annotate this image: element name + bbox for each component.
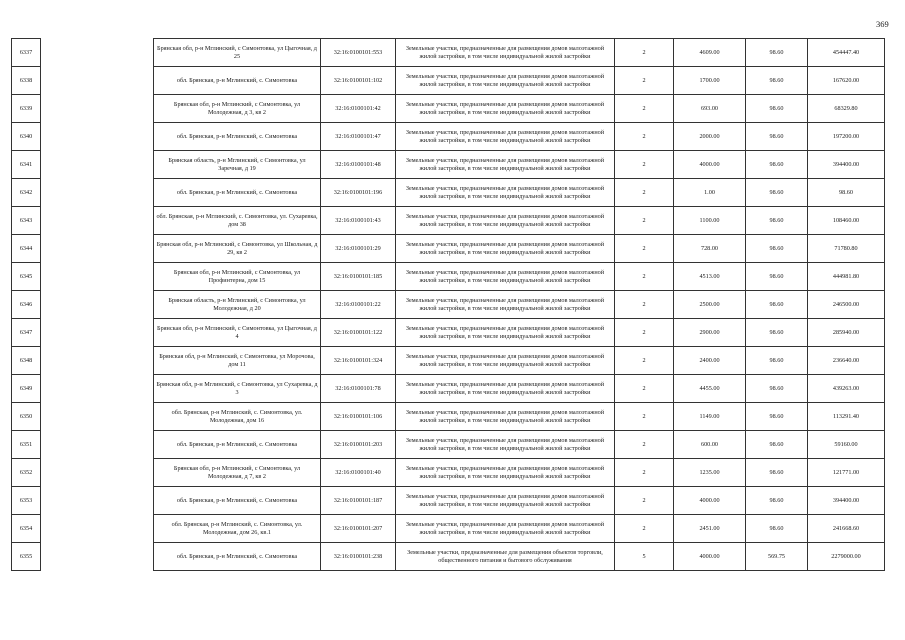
cadastral-value-cell: 197200.00 xyxy=(808,123,885,151)
row-id-cell: 6349 xyxy=(12,375,41,403)
cadastral-value-cell: 167620.00 xyxy=(808,67,885,95)
area-cell: 4513.00 xyxy=(674,263,746,291)
blank-cell xyxy=(41,95,154,123)
row-id-cell: 6347 xyxy=(12,319,41,347)
table-row xyxy=(12,487,885,515)
group-code-cell: 2 xyxy=(615,403,674,431)
table-row xyxy=(12,207,885,235)
cadastral-value-cell: 2279000.00 xyxy=(808,543,885,571)
cadastral-value-cell: 68329.80 xyxy=(808,95,885,123)
cadastral-value-cell: 71780.80 xyxy=(808,235,885,263)
table-row xyxy=(12,375,885,403)
address-cell: обл. Брянская, р-н Мглинский, с. Симонтовка, ул. Молодежная, дом 26, кв.1 xyxy=(154,515,321,543)
group-code-cell: 2 xyxy=(615,207,674,235)
blank-cell xyxy=(41,515,154,543)
blank-cell xyxy=(41,39,154,67)
rate-cell: 98.60 xyxy=(746,263,808,291)
rate-cell: 98.60 xyxy=(746,515,808,543)
cadastral-number-cell: 32:16:0100101:102 xyxy=(321,67,396,95)
blank-cell xyxy=(41,123,154,151)
address-cell: Брянская область, р-н Мглинский, с Симонтовка, ул Молодежная, д 20 xyxy=(154,291,321,319)
cadastral-number-cell: 32:16:0100101:207 xyxy=(321,515,396,543)
row-id-cell: 6352 xyxy=(12,459,41,487)
blank-cell xyxy=(41,67,154,95)
blank-cell xyxy=(41,403,154,431)
cadastral-value-cell: 236640.00 xyxy=(808,347,885,375)
land-category-cell: Земельные участки, предназначенные для размещения домов малоэтажной жилой застройки, в том числе индивидуальной жилой застройки xyxy=(396,67,615,95)
row-id-cell: 6340 xyxy=(12,123,41,151)
rate-cell: 98.60 xyxy=(746,95,808,123)
area-cell: 2400.00 xyxy=(674,347,746,375)
land-category-cell: Земельные участки, предназначенные для размещения домов малоэтажной жилой застройки, в том числе индивидуальной жилой застройки xyxy=(396,151,615,179)
page-number: 369 xyxy=(876,19,889,29)
blank-cell xyxy=(41,431,154,459)
cadastral-value-cell: 285940.00 xyxy=(808,319,885,347)
cadastral-number-cell: 32:16:0100101:47 xyxy=(321,123,396,151)
address-cell: обл. Брянская, р-н Мглинский, с. Симонтовка xyxy=(154,123,321,151)
rate-cell: 98.60 xyxy=(746,151,808,179)
rate-cell: 569.75 xyxy=(746,543,808,571)
cadastral-value-cell: 394400.00 xyxy=(808,151,885,179)
table-row xyxy=(12,263,885,291)
blank-cell xyxy=(41,151,154,179)
rate-cell: 98.60 xyxy=(746,375,808,403)
land-category-cell: Земельные участки, предназначенные для размещения домов малоэтажной жилой застройки, в том числе индивидуальной жилой застройки xyxy=(396,515,615,543)
address-cell: Брянская обл, р-н Мглинский, с Симонтовка, ул Морочова, дом 11 xyxy=(154,347,321,375)
address-cell: обл. Брянская, р-н Мглинский, с. Симонтовка xyxy=(154,543,321,571)
group-code-cell: 2 xyxy=(615,123,674,151)
cadastral-number-cell: 32:16:0100101:553 xyxy=(321,39,396,67)
group-code-cell: 2 xyxy=(615,67,674,95)
row-id-cell: 6353 xyxy=(12,487,41,515)
land-category-cell: Земельные участки, предназначенные для размещения домов малоэтажной жилой застройки, в том числе индивидуальной жилой застройки xyxy=(396,403,615,431)
cadastral-value-cell: 444981.80 xyxy=(808,263,885,291)
land-category-cell: Земельные участки, предназначенные для размещения домов малоэтажной жилой застройки, в том числе индивидуальной жилой застройки xyxy=(396,291,615,319)
address-cell: Брянская обл, р-н Мглинский, с Симонтовка, ул Цыгочная, д 4 xyxy=(154,319,321,347)
table-row xyxy=(12,543,885,571)
row-id-cell: 6344 xyxy=(12,235,41,263)
rate-cell: 98.60 xyxy=(746,179,808,207)
group-code-cell: 2 xyxy=(615,459,674,487)
table-row xyxy=(12,151,885,179)
land-category-cell: Земельные участки, предназначенные для размещения домов малоэтажной жилой застройки, в том числе индивидуальной жилой застройки xyxy=(396,375,615,403)
blank-cell xyxy=(41,347,154,375)
row-id-cell: 6339 xyxy=(12,95,41,123)
area-cell: 1700.00 xyxy=(674,67,746,95)
rate-cell: 98.60 xyxy=(746,207,808,235)
area-cell: 4000.00 xyxy=(674,151,746,179)
rate-cell: 98.60 xyxy=(746,487,808,515)
area-cell: 2451.00 xyxy=(674,515,746,543)
land-category-cell: Земельные участки, предназначенные для размещения домов малоэтажной жилой застройки, в том числе индивидуальной жилой застройки xyxy=(396,39,615,67)
land-category-cell: Земельные участки, предназначенные для размещения домов малоэтажной жилой застройки, в том числе индивидуальной жилой застройки xyxy=(396,347,615,375)
land-category-cell: Земельные участки, предназначенные для размещения домов малоэтажной жилой застройки, в том числе индивидуальной жилой застройки xyxy=(396,431,615,459)
row-id-cell: 6348 xyxy=(12,347,41,375)
table-body xyxy=(12,39,885,571)
group-code-cell: 2 xyxy=(615,291,674,319)
blank-cell xyxy=(41,375,154,403)
row-id-cell: 6350 xyxy=(12,403,41,431)
cadastral-value-cell: 113291.40 xyxy=(808,403,885,431)
area-cell: 2500.00 xyxy=(674,291,746,319)
land-category-cell: Земельные участки, предназначенные для размещения домов малоэтажной жилой застройки, в том числе индивидуальной жилой застройки xyxy=(396,263,615,291)
address-cell: обл. Брянская, р-н Мглинский, с. Симонтовка, ул. Молодежная, дом 16 xyxy=(154,403,321,431)
cadastral-number-cell: 32:16:0100101:106 xyxy=(321,403,396,431)
cadastral-number-cell: 32:16:0100101:238 xyxy=(321,543,396,571)
group-code-cell: 2 xyxy=(615,151,674,179)
address-cell: Брянская обл, р-н Мглинский, с Симонтовка, ул Школьная, д 29, кв 2 xyxy=(154,235,321,263)
rate-cell: 98.60 xyxy=(746,67,808,95)
rate-cell: 98.60 xyxy=(746,347,808,375)
row-id-cell: 6346 xyxy=(12,291,41,319)
group-code-cell: 2 xyxy=(615,375,674,403)
address-cell: Брянская обл, р-н Мглинский, с Симонтовка, ул Профинтерна, дом 15 xyxy=(154,263,321,291)
row-id-cell: 6355 xyxy=(12,543,41,571)
address-cell: обл. Брянская, р-н Мглинский, с. Симонтовка xyxy=(154,487,321,515)
table-row xyxy=(12,235,885,263)
table-row xyxy=(12,39,885,67)
group-code-cell: 2 xyxy=(615,235,674,263)
address-cell: обл. Брянская, р-н Мглинский, с. Симонтовка, ул. Сухаревка, дом 38 xyxy=(154,207,321,235)
cadastral-value-cell: 59160.00 xyxy=(808,431,885,459)
table-row xyxy=(12,123,885,151)
cadastral-value-cell: 454447.40 xyxy=(808,39,885,67)
area-cell: 600.00 xyxy=(674,431,746,459)
row-id-cell: 6338 xyxy=(12,67,41,95)
area-cell: 2900.00 xyxy=(674,319,746,347)
cadastral-number-cell: 32:16:0100101:40 xyxy=(321,459,396,487)
land-category-cell: Земельные участки, предназначенные для размещения домов малоэтажной жилой застройки, в том числе индивидуальной жилой застройки xyxy=(396,179,615,207)
cadastral-number-cell: 32:16:0100101:22 xyxy=(321,291,396,319)
cadastral-value-cell: 394400.00 xyxy=(808,487,885,515)
address-cell: обл. Брянская, р-н Мглинский, с. Симонтовка xyxy=(154,431,321,459)
table-row xyxy=(12,347,885,375)
blank-cell xyxy=(41,459,154,487)
table-row xyxy=(12,67,885,95)
table-row xyxy=(12,431,885,459)
table-row xyxy=(12,95,885,123)
area-cell: 2000.00 xyxy=(674,123,746,151)
blank-cell xyxy=(41,487,154,515)
table-row xyxy=(12,179,885,207)
cadastral-number-cell: 32:16:0100101:324 xyxy=(321,347,396,375)
table-row xyxy=(12,319,885,347)
rate-cell: 98.60 xyxy=(746,291,808,319)
area-cell: 693.00 xyxy=(674,95,746,123)
group-code-cell: 2 xyxy=(615,95,674,123)
cadastral-number-cell: 32:16:0100101:122 xyxy=(321,319,396,347)
area-cell: 1235.00 xyxy=(674,459,746,487)
cadastral-number-cell: 32:16:0100101:29 xyxy=(321,235,396,263)
area-cell: 4000.00 xyxy=(674,543,746,571)
land-category-cell: Земельные участки, предназначенные для размещения домов малоэтажной жилой застройки, в том числе индивидуальной жилой застройки xyxy=(396,123,615,151)
table-row xyxy=(12,459,885,487)
blank-cell xyxy=(41,263,154,291)
blank-cell xyxy=(41,235,154,263)
cadastral-value-cell: 108460.00 xyxy=(808,207,885,235)
cadastral-value-cell: 246500.00 xyxy=(808,291,885,319)
blank-cell xyxy=(41,207,154,235)
group-code-cell: 2 xyxy=(615,431,674,459)
table-row xyxy=(12,403,885,431)
area-cell: 4455.00 xyxy=(674,375,746,403)
land-category-cell: Земельные участки, предназначенные для размещения объектов торговли, общественного питания и бытового обслуживания xyxy=(396,543,615,571)
cadastral-value-cell: 121771.00 xyxy=(808,459,885,487)
group-code-cell: 2 xyxy=(615,515,674,543)
rate-cell: 98.60 xyxy=(746,235,808,263)
address-cell: Брянская обл, р-н Мглинский, с Симонтовка, ул Цыгочная, д 25 xyxy=(154,39,321,67)
rate-cell: 98.60 xyxy=(746,39,808,67)
rate-cell: 98.60 xyxy=(746,123,808,151)
group-code-cell: 2 xyxy=(615,487,674,515)
cadastral-number-cell: 32:16:0100101:42 xyxy=(321,95,396,123)
group-code-cell: 2 xyxy=(615,263,674,291)
cadastral-number-cell: 32:16:0100101:43 xyxy=(321,207,396,235)
rate-cell: 98.60 xyxy=(746,459,808,487)
area-cell: 4609.00 xyxy=(674,39,746,67)
land-category-cell: Земельные участки, предназначенные для размещения домов малоэтажной жилой застройки, в том числе индивидуальной жилой застройки xyxy=(396,207,615,235)
area-cell: 4000.00 xyxy=(674,487,746,515)
area-cell: 1149.00 xyxy=(674,403,746,431)
land-category-cell: Земельные участки, предназначенные для размещения домов малоэтажной жилой застройки, в том числе индивидуальной жилой застройки xyxy=(396,95,615,123)
address-cell: Брянская обл, р-н Мглинский, с Симонтовка, ул Молодежная, д 7, кв 2 xyxy=(154,459,321,487)
row-id-cell: 6345 xyxy=(12,263,41,291)
group-code-cell: 2 xyxy=(615,319,674,347)
group-code-cell: 2 xyxy=(615,39,674,67)
row-id-cell: 6343 xyxy=(12,207,41,235)
table-row xyxy=(12,291,885,319)
cadastral-value-cell: 98.60 xyxy=(808,179,885,207)
cadastral-number-cell: 32:16:0100101:187 xyxy=(321,487,396,515)
area-cell: 1100.00 xyxy=(674,207,746,235)
group-code-cell: 2 xyxy=(615,179,674,207)
land-category-cell: Земельные участки, предназначенные для размещения домов малоэтажной жилой застройки, в том числе индивидуальной жилой застройки xyxy=(396,235,615,263)
land-category-cell: Земельные участки, предназначенные для размещения домов малоэтажной жилой застройки, в том числе индивидуальной жилой застройки xyxy=(396,459,615,487)
area-cell: 1.00 xyxy=(674,179,746,207)
cadastral-number-cell: 32:16:0100101:78 xyxy=(321,375,396,403)
row-id-cell: 6337 xyxy=(12,39,41,67)
address-cell: Брянская обл, р-н Мглинский, с Симонтовка, ул Молодежная, д 3, кв 2 xyxy=(154,95,321,123)
row-id-cell: 6341 xyxy=(12,151,41,179)
cadastral-value-cell: 241668.60 xyxy=(808,515,885,543)
blank-cell xyxy=(41,179,154,207)
land-category-cell: Земельные участки, предназначенные для размещения домов малоэтажной жилой застройки, в том числе индивидуальной жилой застройки xyxy=(396,487,615,515)
address-cell: обл. Брянская, р-н Мглинский, с. Симонтовка xyxy=(154,179,321,207)
row-id-cell: 6354 xyxy=(12,515,41,543)
rate-cell: 98.60 xyxy=(746,431,808,459)
address-cell: Брянская область, р-н Мглинский, с Симонтовка, ул Заречная, д 19 xyxy=(154,151,321,179)
cadastral-number-cell: 32:16:0100101:203 xyxy=(321,431,396,459)
address-cell: обл. Брянская, р-н Мглинский, с. Симонтовка xyxy=(154,67,321,95)
cadastral-number-cell: 32:16:0100101:48 xyxy=(321,151,396,179)
land-registry-table xyxy=(11,38,885,571)
group-code-cell: 5 xyxy=(615,543,674,571)
land-category-cell: Земельные участки, предназначенные для размещения домов малоэтажной жилой застройки, в том числе индивидуальной жилой застройки xyxy=(396,319,615,347)
table-row xyxy=(12,515,885,543)
cadastral-number-cell: 32:16:0100101:196 xyxy=(321,179,396,207)
blank-cell xyxy=(41,543,154,571)
rate-cell: 98.60 xyxy=(746,319,808,347)
row-id-cell: 6351 xyxy=(12,431,41,459)
cadastral-number-cell: 32:16:0100101:185 xyxy=(321,263,396,291)
cadastral-value-cell: 439263.00 xyxy=(808,375,885,403)
group-code-cell: 2 xyxy=(615,347,674,375)
blank-cell xyxy=(41,291,154,319)
address-cell: Брянская обл, р-н Мглинский, с Симонтовка, ул Сухаревка, д 3 xyxy=(154,375,321,403)
area-cell: 728.00 xyxy=(674,235,746,263)
row-id-cell: 6342 xyxy=(12,179,41,207)
blank-cell xyxy=(41,319,154,347)
rate-cell: 98.60 xyxy=(746,403,808,431)
